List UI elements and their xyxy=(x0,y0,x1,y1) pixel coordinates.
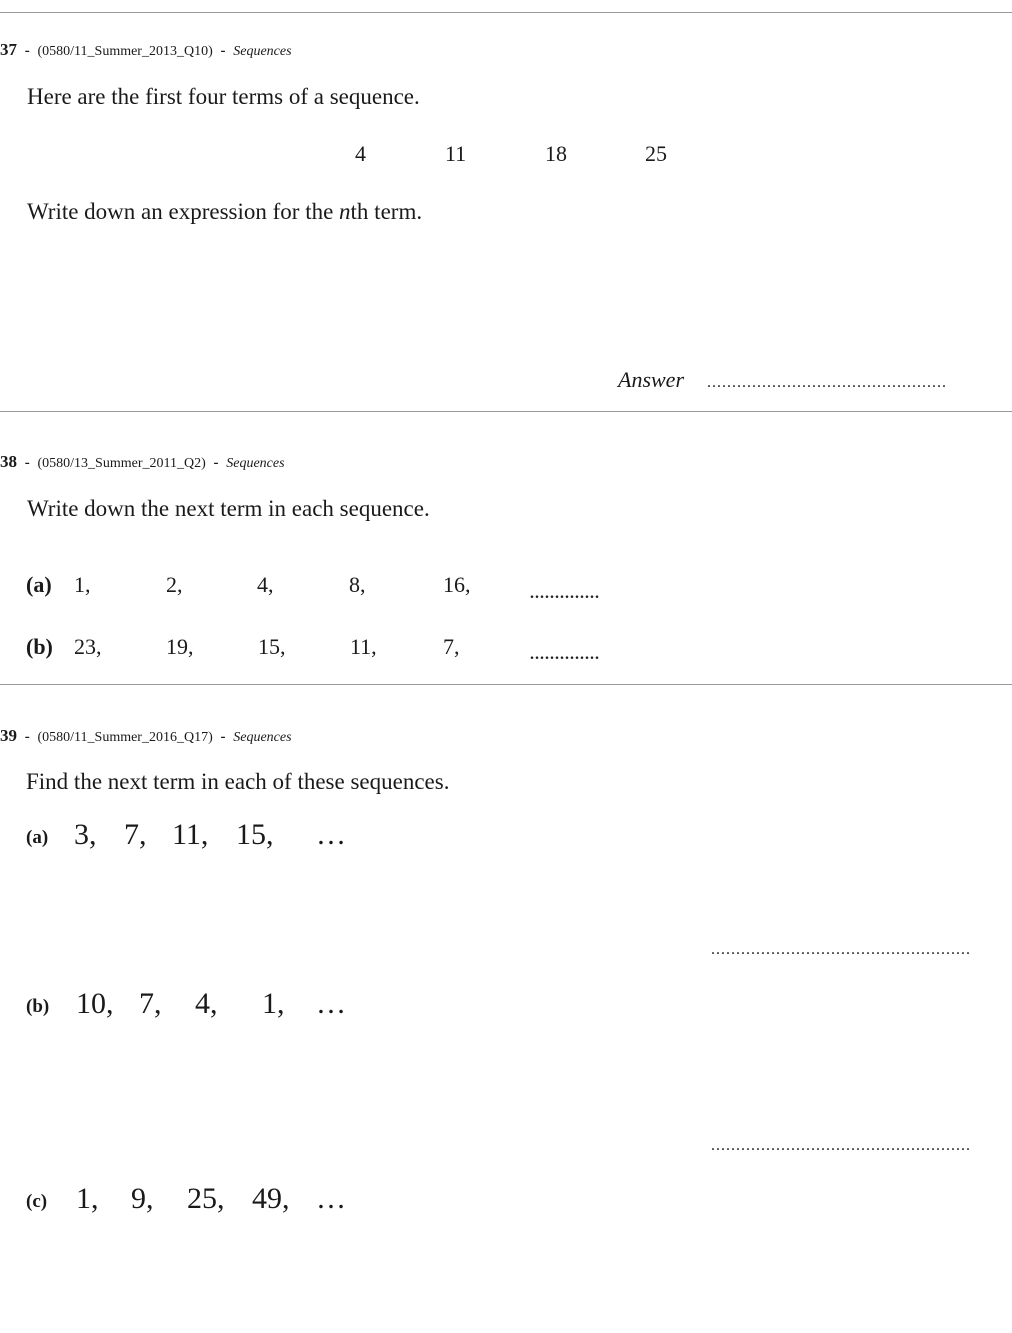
part-label-b: (b) xyxy=(26,634,53,659)
part-label-c: (c) xyxy=(26,1191,48,1212)
divider-q37-q38 xyxy=(0,411,1012,412)
sequence-term: 10, xyxy=(76,987,114,1020)
part-label-a: (a) xyxy=(26,572,52,597)
sequence-term: 16, xyxy=(443,572,471,597)
q38-header xyxy=(0,452,285,472)
answer-label: Answer xyxy=(618,367,684,392)
sequence-term: 23, xyxy=(74,634,102,659)
instruction-text: Write down an expression for the xyxy=(27,199,340,224)
answer-line[interactable]: .............. xyxy=(530,646,600,663)
sequence-ellipsis: … xyxy=(316,1182,346,1215)
q39-header xyxy=(0,726,292,746)
answer-line[interactable]: ................................................ xyxy=(707,374,947,391)
sequence-ellipsis: … xyxy=(316,818,346,851)
sequence-term: 7, xyxy=(124,818,147,851)
sequence-term: 3, xyxy=(74,818,97,851)
sequence-term: 15, xyxy=(236,818,274,851)
part-label-b: (b) xyxy=(26,996,50,1017)
sequence-term: 2, xyxy=(166,572,183,597)
separator: - xyxy=(24,455,30,471)
separator: - xyxy=(220,43,226,59)
sequence-term: 25, xyxy=(187,1182,225,1215)
question-source: (0580/13_Summer_2011_Q2) xyxy=(37,456,206,471)
q37-term: 18 xyxy=(545,141,567,166)
q38-prompt: Write down the next term in each sequence. xyxy=(27,496,430,521)
sequence-term: 9, xyxy=(131,1182,154,1215)
sequence-term: 11, xyxy=(172,818,209,851)
answer-line[interactable]: .............. xyxy=(530,585,600,602)
sequence-term: 15, xyxy=(258,634,286,659)
question-topic: Sequences xyxy=(233,730,292,745)
separator: - xyxy=(213,455,219,471)
divider-q38-q39 xyxy=(0,684,1012,685)
q37-header xyxy=(0,40,292,60)
sequence-term: 11, xyxy=(350,634,377,659)
separator: - xyxy=(220,729,226,745)
q37-prompt: Here are the first four terms of a sequence. xyxy=(27,84,420,109)
part-label-a: (a) xyxy=(26,827,49,848)
q39-prompt: Find the next term in each of these sequences. xyxy=(26,769,450,794)
separator: - xyxy=(24,43,30,59)
q37-instruction xyxy=(27,199,422,225)
question-source: (0580/11_Summer_2016_Q17) xyxy=(37,730,213,745)
sequence-term: 19, xyxy=(166,634,194,659)
sequence-term: 7, xyxy=(139,987,162,1020)
question-topic: Sequences xyxy=(226,456,285,471)
sequence-ellipsis: … xyxy=(316,987,346,1020)
answer-line[interactable]: .................................................... xyxy=(711,941,971,958)
instruction-text: th term. xyxy=(350,199,423,224)
sequence-term: 8, xyxy=(349,572,366,597)
sequence-term: 1, xyxy=(262,987,285,1020)
sequence-term: 1, xyxy=(74,572,91,597)
instruction-variable: n xyxy=(339,199,351,224)
q37-term: 11 xyxy=(445,141,467,166)
question-source: (0580/11_Summer_2013_Q10) xyxy=(37,44,213,59)
separator: - xyxy=(24,729,30,745)
sequence-term: 4, xyxy=(195,987,218,1020)
q37-term: 4 xyxy=(355,141,366,166)
sequence-term: 7, xyxy=(443,634,460,659)
question-number: 37 xyxy=(0,40,17,59)
divider-top xyxy=(0,12,1012,13)
question-number: 39 xyxy=(0,726,17,745)
question-number: 38 xyxy=(0,452,17,471)
sequence-term: 4, xyxy=(257,572,274,597)
sequence-term: 49, xyxy=(252,1182,290,1215)
sequence-term: 1, xyxy=(76,1182,99,1215)
question-topic: Sequences xyxy=(233,44,292,59)
answer-line[interactable]: .................................................... xyxy=(711,1137,971,1154)
q37-term: 25 xyxy=(645,141,667,166)
